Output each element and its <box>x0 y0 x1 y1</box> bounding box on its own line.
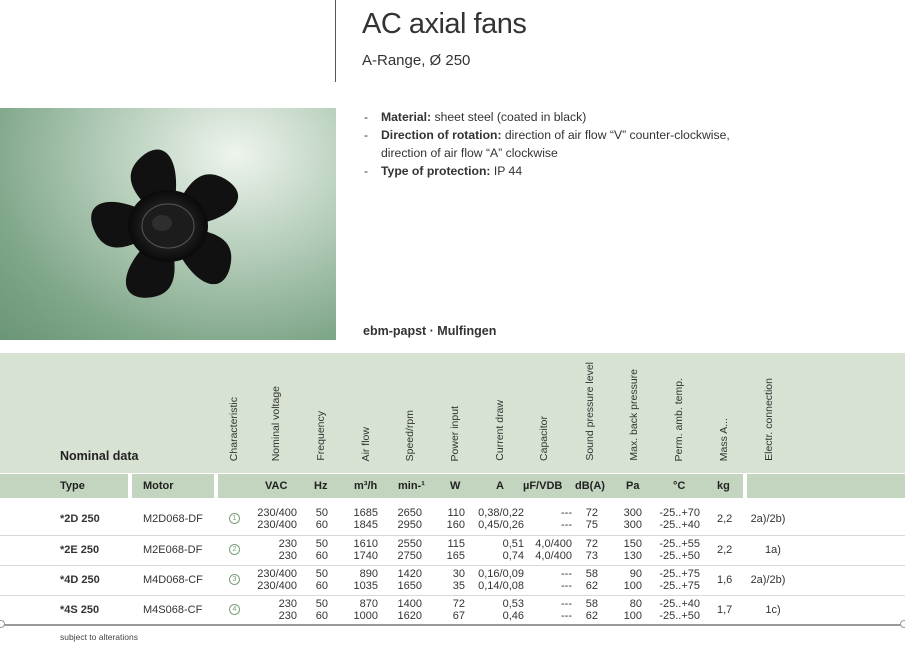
col-power-input: Power input <box>449 405 461 461</box>
col-speed: Speed/rpm <box>404 409 416 461</box>
mass-cell: 2,2 <box>717 544 733 556</box>
feature-material: - Material: sheet steel (coated in black) <box>364 110 587 124</box>
rule-end-left <box>0 620 5 628</box>
backp-cell: 100 <box>623 610 642 622</box>
fan-photo <box>0 108 336 340</box>
col-amb-temp: Perm. amb. temp. <box>673 377 685 461</box>
freq-cell: 50 <box>315 598 328 610</box>
mass-cell: 2,2 <box>717 513 733 525</box>
unit-hz: Hz <box>314 480 328 492</box>
current-cell: 0,53 <box>502 598 524 610</box>
motor-header: Motor <box>143 480 174 492</box>
mass-cell: 1,6 <box>717 574 733 586</box>
sound-cell: 58 <box>585 598 598 610</box>
type-cell: *2D 250 <box>60 513 100 525</box>
col-electr-connection: Electr. connection <box>763 378 775 461</box>
cap-cell: --- <box>561 580 572 592</box>
page-title: AC axial fans <box>362 8 527 40</box>
temp-cell: -25..+55 <box>659 538 700 550</box>
characteristic-badge: 3 <box>229 574 240 585</box>
voltage-cell: 230/400 <box>257 568 297 580</box>
unit-airflow: m³/h <box>354 480 378 492</box>
speed-cell: 1420 <box>397 568 422 580</box>
col-current-draw: Current draw <box>494 400 506 461</box>
freq-cell: 60 <box>315 550 328 562</box>
power-cell: 67 <box>452 610 465 622</box>
unit-bar-conn <box>747 474 905 498</box>
airflow-cell: 1685 <box>353 507 378 519</box>
unit-vac: VAC <box>265 480 288 492</box>
type-header: Type <box>60 480 85 492</box>
sound-cell: 73 <box>585 550 598 562</box>
freq-cell: 60 <box>315 610 328 622</box>
freq-cell: 50 <box>315 507 328 519</box>
freq-cell: 60 <box>315 580 328 592</box>
col-sound-pressure: Sound pressure level <box>584 362 596 461</box>
col-capacitor: Capacitor <box>538 416 550 461</box>
section-title: Nominal data <box>60 449 139 463</box>
sound-cell: 72 <box>585 538 598 550</box>
footer-note: subject to alterations <box>60 632 138 642</box>
power-cell: 165 <box>446 550 465 562</box>
backp-cell: 150 <box>623 538 642 550</box>
col-air-flow: Air flow <box>360 426 372 461</box>
sound-cell: 75 <box>585 519 598 531</box>
voltage-cell: 230 <box>278 598 297 610</box>
cap-cell: --- <box>561 610 572 622</box>
airflow-cell: 870 <box>359 598 378 610</box>
col-nominal-voltage: Nominal voltage <box>270 385 282 461</box>
backp-cell: 300 <box>623 507 642 519</box>
row-divider <box>0 595 905 596</box>
power-cell: 72 <box>452 598 465 610</box>
connection-cell: 1c) <box>765 604 781 616</box>
unit-cap: µF/VDB <box>523 480 563 492</box>
sound-cell: 58 <box>585 568 598 580</box>
airflow-cell: 890 <box>359 568 378 580</box>
sound-cell: 62 <box>585 610 598 622</box>
cap-cell: 4,0/400 <box>535 538 572 550</box>
unit-celsius: °C <box>673 480 686 492</box>
power-cell: 110 <box>447 507 465 519</box>
backp-cell: 80 <box>629 598 642 610</box>
cap-cell: --- <box>561 598 572 610</box>
power-cell: 160 <box>446 519 465 531</box>
col-frequency: Frequency <box>315 411 327 461</box>
current-cell: 0,16/0,09 <box>478 568 524 580</box>
unit-watt: W <box>450 480 461 492</box>
power-cell: 35 <box>452 580 465 592</box>
brand-name: ebm-papst · Mulfingen <box>363 324 497 338</box>
cap-cell: --- <box>561 519 572 531</box>
feature-protection: - Type of protection: IP 44 <box>364 164 523 178</box>
power-cell: 30 <box>452 568 465 580</box>
unit-kg: kg <box>717 480 730 492</box>
freq-cell: 50 <box>315 568 328 580</box>
characteristic-badge: 1 <box>229 513 240 524</box>
speed-cell: 1620 <box>397 610 422 622</box>
motor-cell: M2E068-DF <box>143 544 203 556</box>
backp-cell: 300 <box>623 519 642 531</box>
voltage-cell: 230 <box>278 538 297 550</box>
temp-cell: -25..+50 <box>659 610 700 622</box>
temp-cell: -25..+75 <box>659 580 700 592</box>
fan-image <box>0 108 336 340</box>
temp-cell: -25..+40 <box>659 598 700 610</box>
speed-cell: 2750 <box>397 550 422 562</box>
feature-rotation: - Direction of rotation: direction of air flow “V” counter-clockwise, <box>364 128 730 142</box>
current-cell: 0,51 <box>502 538 524 550</box>
type-cell: *4S 250 <box>60 604 100 616</box>
temp-cell: -25..+75 <box>659 568 700 580</box>
current-cell: 0,38/0,22 <box>478 507 524 519</box>
airflow-cell: 1035 <box>353 580 378 592</box>
connection-cell: 2a)/2b) <box>750 574 786 586</box>
motor-cell: M2D068-DF <box>143 513 203 525</box>
voltage-cell: 230 <box>278 610 297 622</box>
col-back-pressure: Max. back pressure <box>628 369 640 461</box>
motor-cell: M4D068-CF <box>143 574 203 586</box>
current-cell: 0,14/0,08 <box>478 580 524 592</box>
backp-cell: 90 <box>629 568 642 580</box>
unit-pa: Pa <box>626 480 640 492</box>
row-divider <box>0 565 905 566</box>
motor-cell: M4S068-CF <box>143 604 203 616</box>
unit-db: dB(A) <box>575 480 605 492</box>
type-cell: *2E 250 <box>60 544 100 556</box>
airflow-cell: 1000 <box>353 610 378 622</box>
current-cell: 0,74 <box>502 550 524 562</box>
airflow-cell: 1610 <box>353 538 378 550</box>
voltage-cell: 230/400 <box>257 580 297 592</box>
speed-cell: 1650 <box>397 580 422 592</box>
sound-cell: 72 <box>585 507 598 519</box>
voltage-cell: 230/400 <box>257 507 297 519</box>
freq-cell: 50 <box>315 538 328 550</box>
speed-cell: 2650 <box>397 507 422 519</box>
backp-cell: 100 <box>623 580 642 592</box>
backp-cell: 130 <box>623 550 642 562</box>
speed-cell: 2950 <box>397 519 422 531</box>
unit-bar-values <box>218 474 743 498</box>
rule-end-right <box>900 620 905 628</box>
feature-rotation-cont: direction of air flow “A” clockwise <box>381 146 558 160</box>
col-characteristic: Characteristic <box>228 396 240 461</box>
cap-cell: 4,0/400 <box>535 550 572 562</box>
current-cell: 0,45/0,26 <box>478 519 524 531</box>
unit-amp: A <box>496 480 504 492</box>
characteristic-badge: 2 <box>229 544 240 555</box>
voltage-cell: 230 <box>278 550 297 562</box>
sound-cell: 62 <box>585 580 598 592</box>
current-cell: 0,46 <box>502 610 524 622</box>
row-divider <box>0 535 905 536</box>
airflow-cell: 1740 <box>353 550 378 562</box>
connection-cell: 2a)/2b) <box>750 513 786 525</box>
speed-cell: 1400 <box>397 598 422 610</box>
temp-cell: -25..+40 <box>659 519 700 531</box>
airflow-cell: 1845 <box>353 519 378 531</box>
col-mass: Mass A... <box>718 417 730 461</box>
cap-cell: --- <box>561 568 572 580</box>
characteristic-badge: 4 <box>229 604 240 615</box>
type-cell: *4D 250 <box>60 574 100 586</box>
temp-cell: -25..+70 <box>659 507 700 519</box>
temp-cell: -25..+50 <box>659 550 700 562</box>
page-subtitle: A-Range, Ø 250 <box>362 52 471 69</box>
power-cell: 115 <box>447 538 465 550</box>
bottom-rule <box>0 624 905 626</box>
mass-cell: 1,7 <box>717 604 733 616</box>
connection-cell: 1a) <box>765 544 781 556</box>
feature-list <box>364 108 730 180</box>
voltage-cell: 230/400 <box>257 519 297 531</box>
freq-cell: 60 <box>315 519 328 531</box>
cap-cell: --- <box>561 507 572 519</box>
header-divider <box>335 0 336 82</box>
speed-cell: 2550 <box>397 538 422 550</box>
unit-speed: min-¹ <box>398 480 425 492</box>
